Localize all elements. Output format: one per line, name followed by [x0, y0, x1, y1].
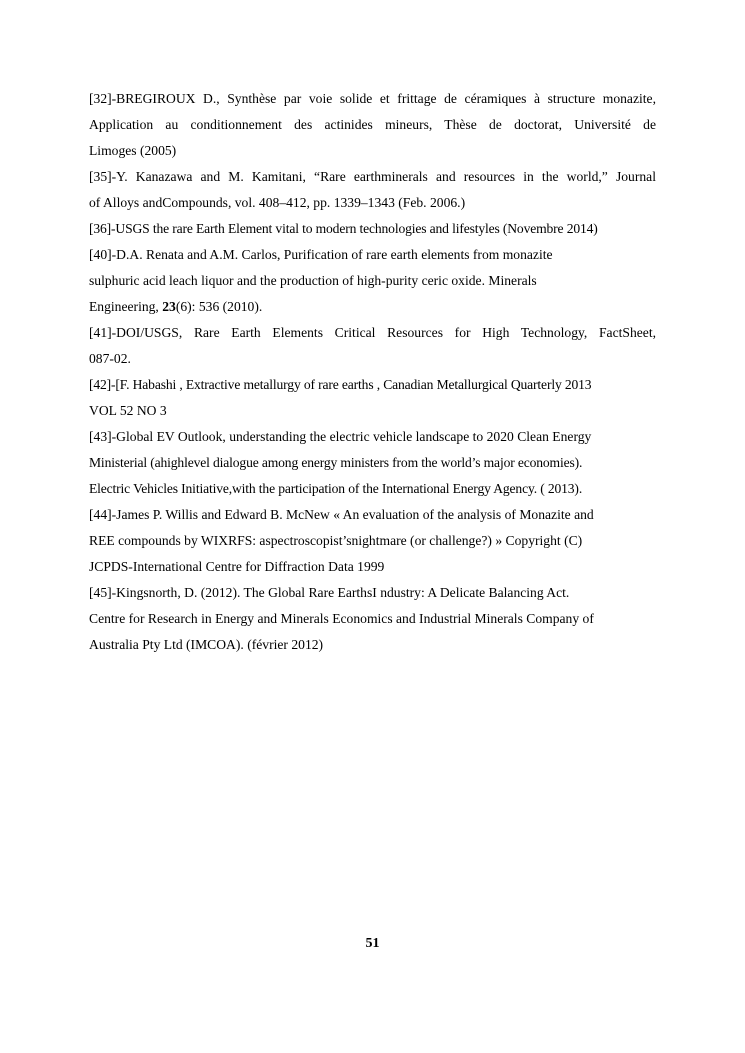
reference-line: VOL 52 NO 3	[89, 403, 167, 418]
reference-45	[89, 580, 656, 658]
reference-line: [44]-James P. Willis and Edward B. McNew « An evaluation of the analysis of Monazite and	[89, 507, 594, 522]
reference-line: Application au conditionnement des actinides mineurs, Thèse de doctorat, Université de	[89, 117, 656, 132]
reference-line: [32]-BREGIROUX D., Synthèse par voie solide et frittage de céramiques à structure monazite,	[89, 91, 656, 106]
reference-list	[89, 86, 656, 658]
reference-line: of Alloys andCompounds, vol. 408–412, pp. 1339–1343 (Feb. 2006.)	[89, 195, 466, 210]
reference-42	[89, 372, 656, 424]
reference-line: [35]-Y. Kanazawa and M. Kamitani, “Rare earthminerals and resources in the world,” Journal	[89, 169, 656, 184]
reference-line: Ministerial (ahighlevel dialogue among energy ministers from the world’s major economies).	[89, 455, 583, 470]
reference-line	[89, 294, 656, 320]
journal-name: Engineering,	[89, 299, 163, 314]
reference-line: 087-02.	[89, 351, 131, 366]
reference-line: [42]-[F. Habashi , Extractive metallurgy of rare earths , Canadian Metallurgical Quarterly 2013	[89, 377, 592, 392]
reference-line: [45]-Kingsnorth, D. (2012). The Global Rare EarthsI ndustry: A Delicate Balancing Act.	[89, 585, 570, 600]
volume-number: 23	[162, 299, 176, 314]
issue-pages: (6): 536 (2010).	[175, 299, 263, 314]
reference-36	[89, 216, 656, 242]
reference-41	[89, 320, 656, 372]
reference-44	[89, 502, 656, 580]
reference-line: REE compounds by WIXRFS: aspectroscopist’snightmare (or challenge?) » Copyright (C)	[89, 533, 583, 548]
reference-line: Centre for Research in Energy and Minerals Economics and Industrial Minerals Company of	[89, 611, 594, 626]
reference-line: [36]-USGS the rare Earth Element vital to modern technologies and lifestyles (Novembre 2014)	[89, 221, 598, 236]
reference-line: Electric Vehicles Initiative,with the participation of the International Energy Agency. ( 2013).	[89, 481, 583, 496]
page-number: 51	[365, 936, 380, 951]
reference-35	[89, 164, 656, 216]
reference-line: Australia Pty Ltd (IMCOA). (février 2012)	[89, 637, 324, 652]
reference-43	[89, 424, 656, 502]
reference-line: [43]-Global EV Outlook, understanding the electric vehicle landscape to 2020 Clean Energy	[89, 429, 592, 444]
reference-line: sulphuric acid leach liquor and the production of high-purity ceric oxide. Minerals	[89, 273, 537, 288]
reference-line: Limoges (2005)	[89, 143, 177, 158]
reference-40	[89, 242, 656, 320]
reference-line: [40]-D.A. Renata and A.M. Carlos, Purification of rare earth elements from monazite	[89, 247, 553, 262]
reference-32	[89, 86, 656, 164]
reference-line: JCPDS-International Centre for Diffraction Data 1999	[89, 559, 385, 574]
reference-line: [41]-DOI/USGS, Rare Earth Elements Critical Resources for High Technology, FactSheet,	[89, 325, 656, 340]
